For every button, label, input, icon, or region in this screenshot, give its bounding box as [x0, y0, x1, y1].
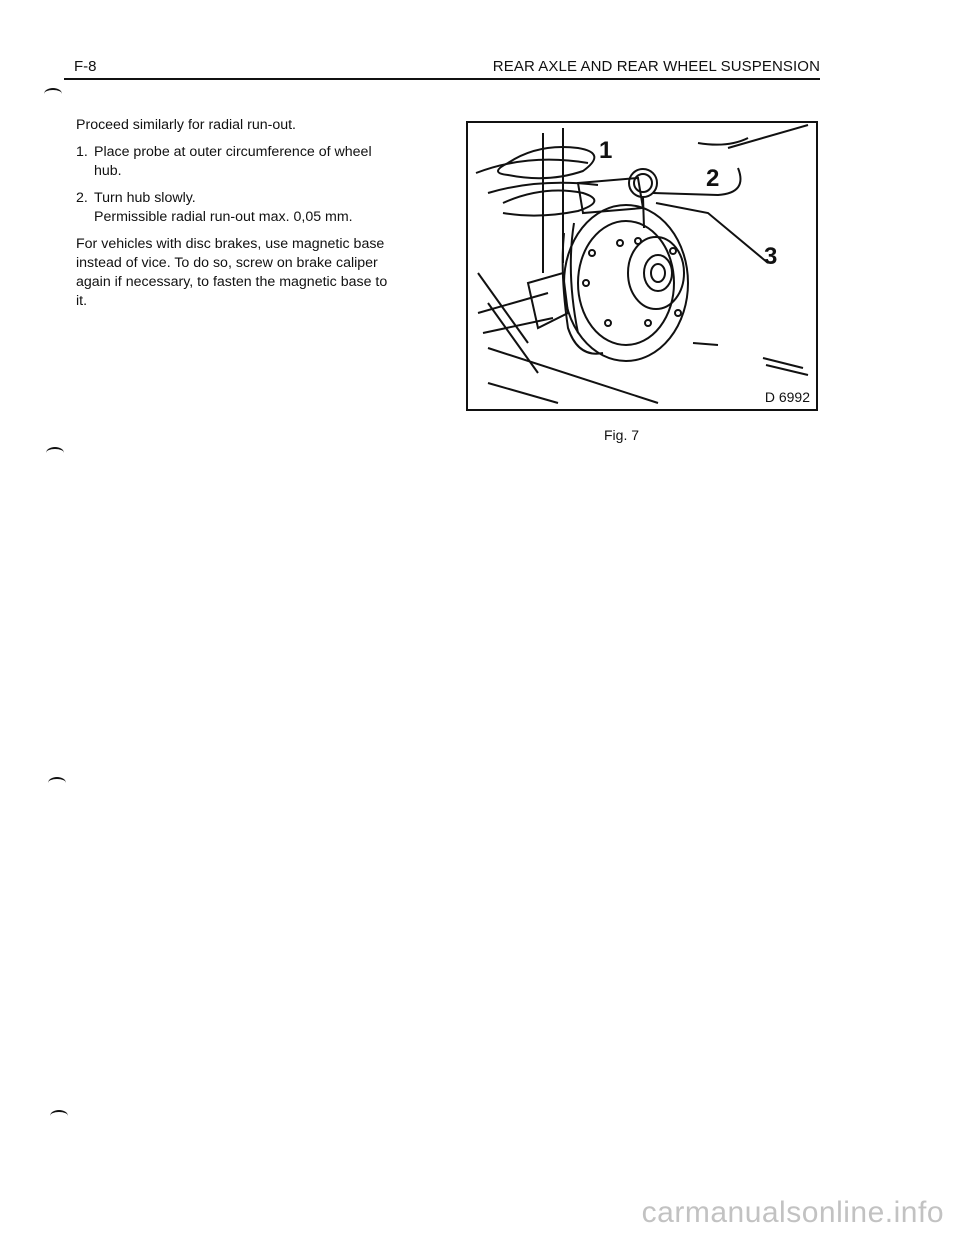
list-number: 1.: [76, 144, 88, 160]
scan-mark: [50, 1110, 68, 1122]
callout-3: 3: [764, 243, 778, 270]
list-text: Place probe at outer circumference of wheel hub.: [94, 144, 372, 179]
callout-1: 1: [599, 137, 613, 164]
list-text: Turn hub slowly.: [94, 190, 196, 206]
footer-watermark: carmanualsonline.info: [641, 1196, 944, 1229]
list-item: [76, 189, 396, 227]
scan-mark: [48, 777, 66, 789]
page-number: F-8: [74, 58, 97, 75]
scan-mark: [44, 88, 62, 100]
paragraph: For vehicles with disc brakes, use magnetic base instead of vice. To do so, screw on brake caliper again if necessary, to fasten the magnetic base to it.: [76, 236, 388, 309]
list-number: 2.: [76, 190, 88, 206]
list-item: [76, 143, 396, 181]
body-text: [76, 116, 396, 319]
list-text-block: [94, 189, 396, 227]
header-rule: [64, 78, 820, 80]
intro-line: Proceed similarly for radial run-out.: [76, 117, 296, 133]
figure-caption: Fig. 7: [604, 427, 640, 443]
section-title: REAR AXLE AND REAR WHEEL SUSPENSION: [492, 58, 820, 75]
figure-code: D 6992: [764, 389, 810, 405]
callout-2: 2: [706, 165, 720, 192]
figure-box: [466, 121, 818, 411]
list-note: Permissible radial run-out max. 0,05 mm.: [94, 209, 353, 225]
scan-mark: [46, 447, 64, 459]
